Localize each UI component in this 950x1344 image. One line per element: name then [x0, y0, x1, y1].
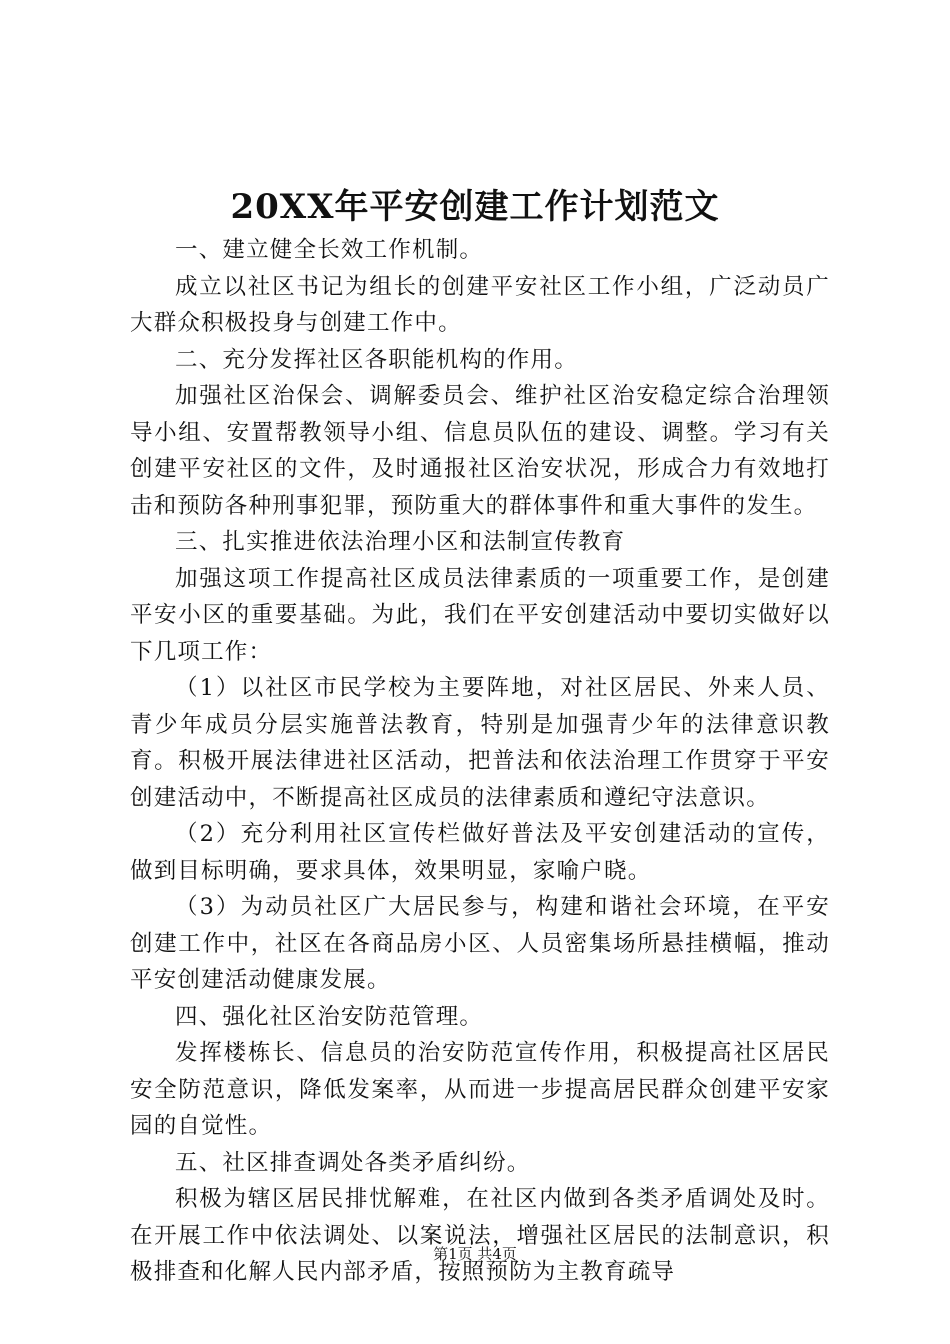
list-item-1: （1）以社区市民学校为主要阵地，对社区居民、外来人员、青少年成员分层实施普法教育，特别是加强青少年的法律意识教育。积极开展法律进社区活动，把普法和依法治理工作贯穿于平安创建活动中，不断提高社区成员的法律素质和遵纪守法意识。 — [130, 675, 830, 811]
paragraph: 成立以社区书记为组长的创建平安社区工作小组，广泛动员广大群众积极投身与创建工作中。 — [130, 273, 830, 336]
list-item-3: （3）为动员社区广大居民参与，构建和谐社会环境，在平安创建工作中，社区在各商品房小区、人员密集场所悬挂横幅，推动平安创建活动健康发展。 — [130, 894, 830, 993]
paragraph: 加强这项工作提高社区成员法律素质的一项重要工作，是创建平安小区的重要基础。为此，我们在平安创建活动中要切实做好以下几项工作： — [130, 565, 830, 665]
paragraph: 加强社区治保会、调解委员会、维护社区治安稳定综合治理领导小组、安置帮教领导小组、信息员队伍的建设、调整。学习有关创建平安社区的文件，及时通报社区治安状况，形成合力有效地打击和预防各种刑事犯罪，预防重大的群体事件和重大事件的发生。 — [130, 383, 830, 519]
section-heading-3: 三、扎实推进依法治理小区和法制宣传教育 — [175, 529, 626, 555]
page-footer: 第1页 共4页 — [433, 1245, 517, 1263]
section-heading-1: 一、建立健全长效工作机制。 — [175, 237, 484, 263]
paragraph: 发挥楼栋长、信息员的治安防范宣传作用，积极提高社区居民安全防范意识，降低发案率，从而进一步提高居民群众创建平安家园的自觉性。 — [130, 1040, 830, 1139]
section-heading-4: 四、强化社区治安防范管理。 — [175, 1003, 484, 1030]
paragraph: 积极为辖区居民排忧解难，在社区内做到各类矛盾调处及时。在开展工作中依法调处、以案说法，增强社区居民的法制意识，积极排查和化解人民内部矛盾，按照预防为主教育疏导 — [130, 1186, 830, 1285]
document-title: 20XX年平安创建工作计划范文 — [230, 187, 720, 227]
section-heading-5: 五、社区排查调处各类矛盾纠纷。 — [175, 1149, 531, 1176]
section-heading-2: 二、充分发挥社区各职能机构的作用。 — [175, 346, 578, 373]
document-body — [130, 232, 830, 1291]
list-item-2: （2）充分利用社区宣传栏做好普法及平安创建活动的宣传，做到目标明确，要求具体，效果明显，家喻户晓。 — [130, 821, 830, 884]
